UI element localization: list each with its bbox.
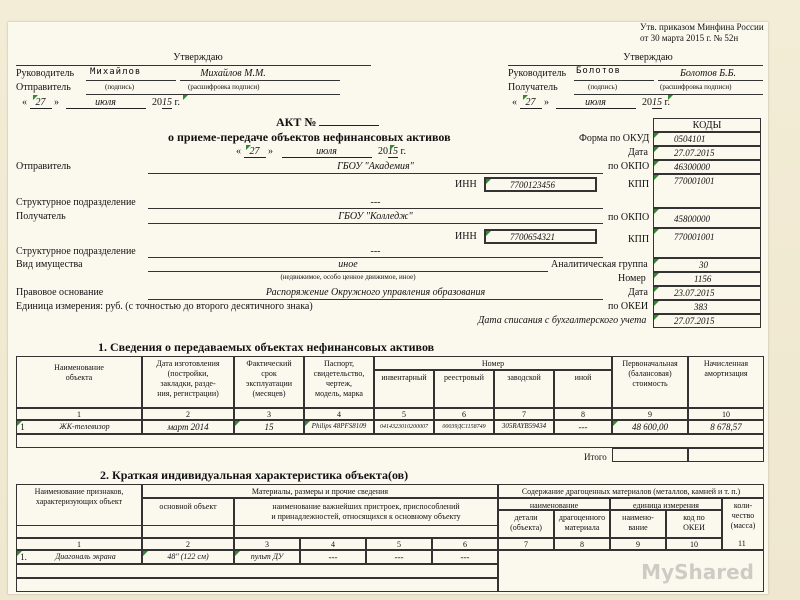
sender-name: ГБОУ "Академия": [337, 161, 414, 172]
sender-inn-label: ИНН: [455, 179, 477, 190]
left-day: 27: [30, 97, 52, 109]
number-label: Номер: [618, 273, 646, 284]
s1-header-amort: Начисленная амортизация: [688, 356, 764, 408]
left-year: 15: [162, 97, 172, 108]
property-hint: (недвижимое, особо ценное движимое, иное): [280, 273, 416, 281]
s1-colnum: 7: [494, 408, 554, 420]
recipient-kpp-value: 770001001: [653, 228, 761, 258]
recipient-subdivision-label: Структурное подразделение: [16, 246, 136, 257]
s2-header-materials: Материалы, размеры и прочие сведения: [142, 484, 498, 498]
right-month: июля: [556, 97, 636, 109]
recipient-okpo-value: 45800000: [653, 208, 761, 228]
sender-label: Отправитель: [16, 161, 71, 172]
s2-row-index: 1.: [16, 550, 30, 564]
s2-colnum: 9: [610, 538, 666, 550]
property-value: иное: [338, 259, 358, 270]
s2-colnum: 4: [300, 538, 366, 550]
s1-header-number: Номер: [374, 356, 612, 370]
codes-header: КОДЫ: [653, 118, 761, 132]
left-role: Руководитель: [16, 68, 75, 79]
s2-colnum: 8: [554, 538, 610, 550]
left-name-hint: (расшифровка подписи): [188, 83, 260, 91]
writeoff-date-value: 27.07.2015: [653, 314, 761, 328]
s1-colnum: 4: [304, 408, 374, 420]
date-value: 27.07.2015: [653, 146, 761, 160]
sender-kpp-label: КПП: [628, 179, 650, 190]
s1-row-initial: 48 600,00: [612, 420, 688, 434]
s2-header-okei: код по ОКЕИ: [666, 510, 722, 538]
s2-row-c5: ---: [366, 550, 432, 564]
s1-header-other: иной: [554, 370, 612, 408]
right-year: 15: [652, 97, 662, 108]
recipient-inn: 7700654321: [484, 229, 597, 244]
sender-okpo-label: по ОКПО: [608, 161, 650, 172]
right-approve-title: Утверждаю: [623, 52, 673, 63]
date-label: Дата: [628, 147, 648, 158]
s2-row-c6: ---: [432, 550, 498, 564]
s1-header-initial: Первоначальная (балансовая) стоимость: [612, 356, 688, 408]
s1-colnum: 2: [142, 408, 234, 420]
s2-colnum: 7: [498, 538, 554, 550]
s2-colnum: 10: [666, 538, 722, 550]
s2-row-attach: пульт ДУ: [234, 550, 300, 564]
watermark: MyShared: [641, 560, 754, 584]
left-name: Михайлов М.М.: [200, 68, 266, 79]
s2-header-unit-name: наимено- вание: [610, 510, 666, 538]
okud-label: Форма по ОКУД: [579, 133, 650, 144]
s1-row-register: 00039ДС1158749: [434, 420, 494, 434]
section2-title: 2. Краткая индивидуальная характеристика объекта(ов): [100, 468, 409, 482]
s2-header-spacer: [142, 526, 234, 538]
s1-total-amort: [688, 448, 764, 462]
s2-empty-row: [16, 578, 498, 592]
recipient-subdivision: ---: [370, 246, 381, 257]
left-signature: Михайлов: [90, 67, 142, 77]
writeoff-label: Дата списания с бухгалтерского учета: [478, 315, 647, 326]
s1-header-date: Дата изготовления (постройки, закладки, разде- ния, регистрации): [142, 356, 234, 408]
group-value: 30: [653, 258, 761, 272]
s2-header-spacer: [234, 526, 498, 538]
s1-row-amort: 8 678,57: [688, 420, 764, 434]
recipient-label: Получатель: [16, 211, 66, 222]
act-subtitle: о приеме-передаче объектов нефинансовых активов: [168, 130, 451, 144]
left-sig-hint: (подпись): [105, 83, 135, 91]
s1-colnum: 3: [234, 408, 304, 420]
s2-header-feature: Наименование признаков, характеризующих объект: [16, 484, 142, 526]
s2-header-precious-material: драгоценного материала: [554, 510, 610, 538]
s1-row-factory: 305RAYB59434: [494, 420, 554, 434]
s1-colnum: 9: [612, 408, 688, 420]
s2-colnum: 6: [432, 538, 498, 550]
s1-header-name: Наименование объекта: [16, 356, 142, 408]
right-name: Болотов Б.Б.: [680, 68, 736, 79]
left-month: июля: [66, 97, 146, 109]
left-approve-title: Утверждаю: [173, 52, 223, 63]
s2-empty-row: [16, 564, 498, 578]
section1-title: 1. Сведения о передаваемых объектах нефинансовых активов: [98, 340, 435, 354]
property-label: Вид имущества: [16, 259, 83, 270]
sender-inn: 7700123456: [484, 177, 597, 192]
s1-row-term: 15: [234, 420, 304, 434]
s1-header-inventory: инвентарный: [374, 370, 434, 408]
s1-row-passport: Philips 48PFS8109: [304, 420, 374, 434]
recipient-okpo-label: по ОКПО: [608, 212, 650, 223]
s2-colnum: 2: [142, 538, 234, 550]
s2-header-attachments: наименование важнейших пристроек, приспособлений и принадлежностей, относящихся к основному объекту: [234, 498, 498, 526]
s1-row-date: март 2014: [142, 420, 234, 434]
left-party: Отправитель: [16, 82, 71, 93]
s2-header-parts: детали (объекта): [498, 510, 554, 538]
right-role: Руководитель: [508, 68, 567, 79]
right-party: Получатель: [508, 82, 558, 93]
s1-header-passport: Паспорт, свидетельство, чертеж, модель, марка: [304, 356, 374, 408]
recipient-inn-label: ИНН: [455, 231, 477, 242]
s1-header-register: реестровый: [434, 370, 494, 408]
s2-row-main: 48" (122 см): [142, 550, 234, 564]
s2-header-qty: коли- чество (масса): [722, 498, 764, 550]
s2-header-main-object: основной объект: [142, 498, 234, 526]
s2-header-precious: Содержание драгоценных материалов (металлов, камней и т. п.): [498, 484, 764, 498]
sender-okpo-value: 46300000: [653, 160, 761, 174]
basis-value: Распоряжение Окружного управления образования: [265, 287, 486, 298]
s1-row-name: ЖК-телевизор: [28, 420, 142, 434]
s1-row-index: 1: [16, 420, 28, 434]
s2-header-naming: наименование: [498, 498, 610, 510]
s1-header-term: Фактический срок эксплуатации (месяцев): [234, 356, 304, 408]
sender-subdivision: ---: [370, 197, 381, 208]
okei-value: 383: [653, 300, 761, 314]
right-date: « 27 » июля 2015 г.: [512, 97, 670, 108]
right-name-hint: (расшифровка подписи): [660, 83, 732, 91]
s1-total-initial: [612, 448, 688, 462]
right-day: 27: [520, 97, 542, 109]
basis-date-label: Дата: [628, 287, 648, 298]
recipient-name: ГБОУ "Колледж": [338, 211, 413, 222]
s1-colnum: 1: [16, 408, 142, 420]
s2-header-spacer: [16, 526, 142, 538]
s1-total-label: Итого: [584, 452, 607, 462]
group-label: Аналитическая группа: [551, 259, 648, 270]
unit-label: Единица измерения: руб. (с точностью до второго десятичного знака): [16, 301, 313, 312]
recipient-kpp-label: КПП: [628, 234, 650, 245]
basis-label: Правовое основание: [16, 287, 104, 298]
s1-row-other: ---: [554, 420, 612, 434]
number-value: 1156: [653, 272, 761, 286]
s1-colnum: 5: [374, 408, 434, 420]
sender-subdivision-label: Структурное подразделение: [16, 197, 136, 208]
basis-date-value: 23.07.2015: [653, 286, 761, 300]
approval-note-line-1: Утв. приказом Минфина России: [640, 22, 764, 32]
s1-colnum: 10: [688, 408, 764, 420]
s1-row-inventory: 0414323010200007: [374, 420, 434, 434]
act-date: « 27 » июля 2015 г.: [236, 146, 406, 157]
right-sig-hint: (подпись): [588, 83, 618, 91]
s2-colnum: 1: [16, 538, 142, 550]
s1-colnum: 6: [434, 408, 494, 420]
act-title: АКТ №: [276, 115, 379, 130]
left-date: « 27 » июля 2015 г.: [22, 97, 180, 108]
okud-value: 0504101: [653, 132, 761, 146]
right-signature: Болотов: [576, 66, 621, 76]
approval-note-line-2: от 30 марта 2015 г. № 52н: [640, 33, 739, 43]
s2-row-feature: Диагональ экрана: [30, 550, 142, 564]
s2-colnum: 5: [366, 538, 432, 550]
s1-empty-row: [16, 434, 764, 448]
s1-colnum: 8: [554, 408, 612, 420]
s2-row-c4: ---: [300, 550, 366, 564]
s1-header-factory: заводской: [494, 370, 554, 408]
okei-label: по ОКЕИ: [608, 301, 649, 312]
s2-colnum: 3: [234, 538, 300, 550]
sender-kpp-value: 770001001: [653, 174, 761, 208]
s2-header-unit: единица измерения: [610, 498, 722, 510]
act-form: [8, 22, 768, 594]
s2-colnum: 11: [738, 539, 746, 548]
